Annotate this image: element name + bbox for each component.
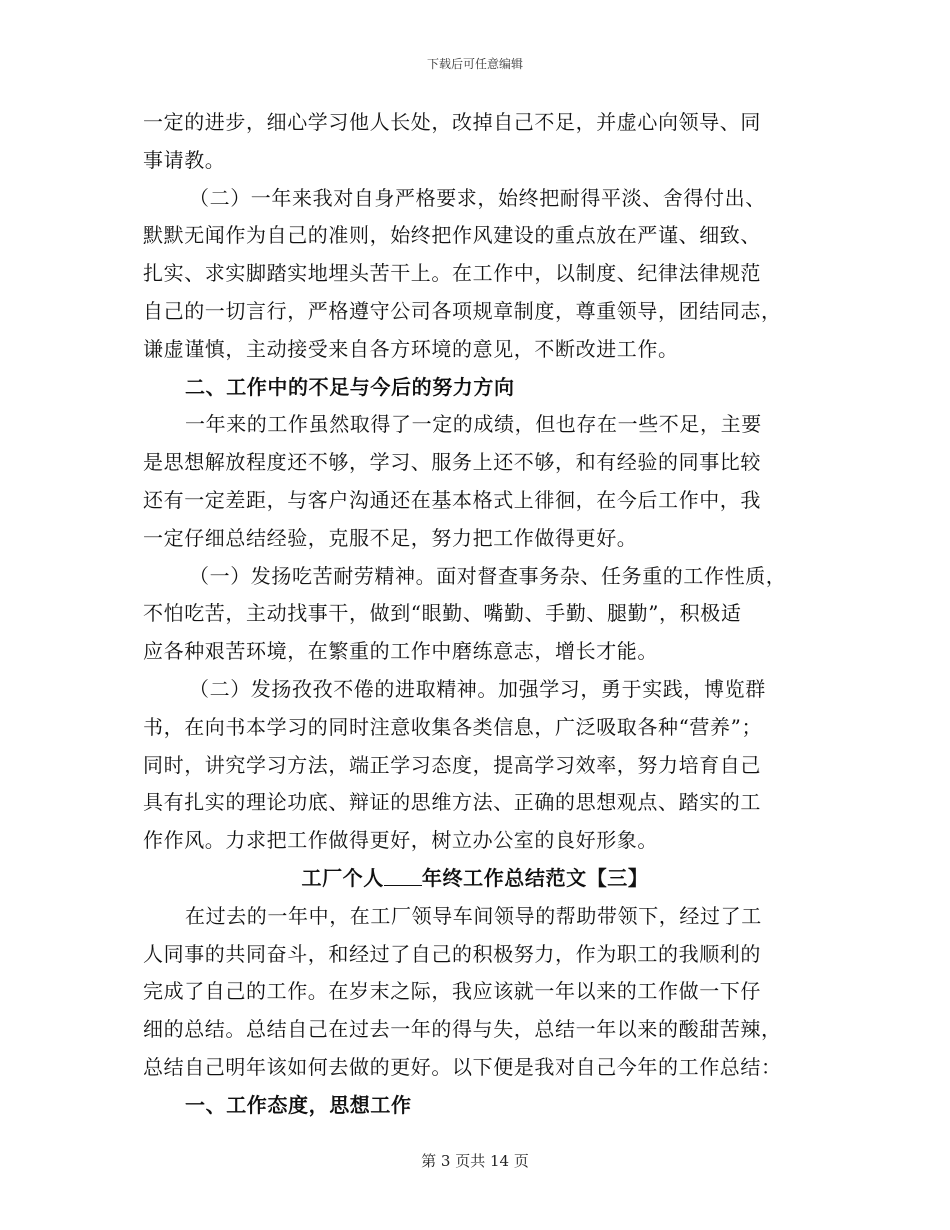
paragraph-line: 默默无闻作为自己的准则，始终把作风建设的重点放在严谨、细致、 xyxy=(143,223,761,248)
section-heading: 二、工作中的不足与今后的努力方向 xyxy=(185,374,515,399)
document-body xyxy=(143,104,807,1125)
paragraph-line: 谦虚谨慎，主动接受来自各方环境的意见，不断改进工作。 xyxy=(143,336,679,361)
paragraph-line: 作作风。力求把工作做得更好，树立办公室的良好形象。 xyxy=(143,828,658,853)
paragraph-line: 自己的一切言行，严格遵守公司各项规章制度，尊重领导，团结同志， xyxy=(143,298,782,323)
section-title-prefix: 工厂个人 xyxy=(301,865,384,890)
paragraph-line: 同时，讲究学习方法，端正学习态度，提高学习效率，努力培育自己 xyxy=(143,752,761,777)
section-title-suffix: 年终工作总结范文【三】 xyxy=(421,865,649,890)
paragraph-line: 一定仔细总结经验，克服不足，努力把工作做得更好。 xyxy=(143,525,638,550)
paragraph-line: 还有一定差距，与客户沟通还在基本格式上徘徊，在今后工作中，我 xyxy=(143,487,761,512)
paragraph-line: 扎实、求实脚踏实地埋头苦干上。在工作中，以制度、纪律法律规范 xyxy=(143,261,761,286)
paragraph-line: 完成了自己的工作。在岁末之际，我应该就一年以来的工作做一下仔 xyxy=(143,979,761,1004)
paragraph-line: 一定的进步，细心学习他人长处，改掉自己不足，并虚心向领导、同 xyxy=(143,110,761,134)
paragraph-line: 细的总结。总结自己在过去一年的得与失，总结一年以来的酸甜苦辣， xyxy=(143,1017,782,1042)
paragraph-line: 书，在向书本学习的同时注意收集各类信息，广泛吸取各种“营养”； xyxy=(143,714,763,739)
paragraph-line: （二）一年来我对自身严格要求，始终把耐得平淡、舍得付出、 xyxy=(189,185,766,210)
page-footer: 第 3 页共 14 页 xyxy=(421,1152,529,1170)
paragraph-line: （二）发扬孜孜不倦的进取精神。加强学习，勇于实践，博览群 xyxy=(189,676,766,701)
paragraph-line: 事请教。 xyxy=(143,147,226,172)
section-title xyxy=(143,860,807,898)
paragraph-line: 总结自己明年该如何去做的更好。以下便是我对自己今年的工作总结： xyxy=(143,1054,782,1079)
paragraph-line: 一年来的工作虽然取得了一定的成绩，但也存在一些不足，主要 xyxy=(185,412,762,437)
header-note: 下载后可任意编辑 xyxy=(426,57,523,71)
title-blank-underline xyxy=(384,865,422,886)
paragraph-line: （一）发扬吃苦耐劳精神。面对督查事务杂、任务重的工作性质， xyxy=(189,563,787,588)
section-heading: 一、工作态度，思想工作 xyxy=(185,1092,412,1117)
paragraph-line: 应各种艰苦环境，在繁重的工作中磨练意志，增长才能。 xyxy=(143,639,658,664)
paragraph-line: 在过去的一年中，在工厂领导车间领导的帮助带领下，经过了工 xyxy=(185,903,762,928)
paragraph-line: 人同事的共同奋斗，和经过了自己的积极努力，作为职工的我顺利的 xyxy=(143,941,761,966)
paragraph-line: 具有扎实的理论功底、辩证的思维方法、正确的思想观点、踏实的工 xyxy=(143,790,761,815)
paragraph-line: 不怕吃苦，主动找事干，做到“眼勤、嘴勤、手勤、腿勤”，积极适 xyxy=(143,601,742,626)
paragraph-line: 是思想解放程度还不够，学习、服务上还不够，和有经验的同事比较 xyxy=(143,450,761,475)
